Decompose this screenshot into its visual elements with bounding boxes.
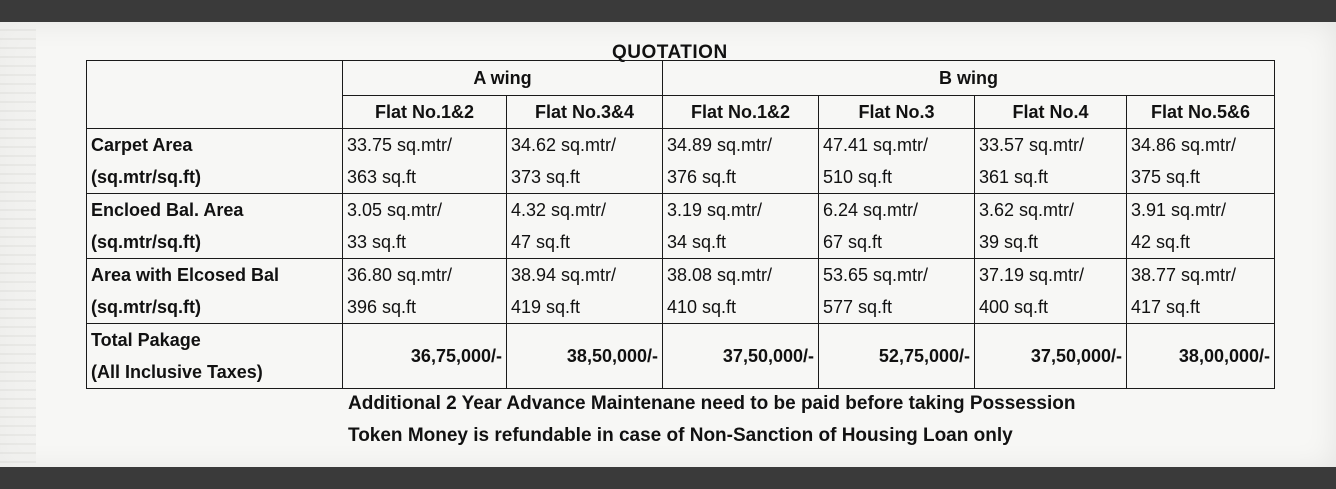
flat-header: Flat No.1&2 [343, 96, 507, 129]
table-row-carpet-area [87, 129, 1275, 194]
price-cell: 52,75,000/- [819, 324, 975, 389]
price-cell: 38,00,000/- [1127, 324, 1275, 389]
area-cell: 47.41 sq.mtr/ 510 sq.ft [819, 129, 975, 194]
area-cell: 33.75 sq.mtr/ 363 sq.ft [343, 129, 507, 194]
flat-header: Flat No.1&2 [663, 96, 819, 129]
flat-header: Flat No.3 [819, 96, 975, 129]
price-cell: 38,50,000/- [507, 324, 663, 389]
area-cell: 34.89 sq.mtr/ 376 sq.ft [663, 129, 819, 194]
area-cell: 37.19 sq.mtr/ 400 sq.ft [975, 259, 1127, 324]
area-cell: 3.05 sq.mtr/ 33 sq.ft [343, 194, 507, 259]
table-row-enclosed-balcony [87, 194, 1275, 259]
corner-cell [87, 61, 343, 129]
area-cell: 3.91 sq.mtr/ 42 sq.ft [1127, 194, 1275, 259]
price-cell: 37,50,000/- [663, 324, 819, 389]
area-cell: 3.19 sq.mtr/ 34 sq.ft [663, 194, 819, 259]
area-cell: 38.08 sq.mtr/ 410 sq.ft [663, 259, 819, 324]
area-cell: 34.86 sq.mtr/ 375 sq.ft [1127, 129, 1275, 194]
scan-background [0, 467, 1336, 489]
area-cell: 34.62 sq.mtr/ 373 sq.ft [507, 129, 663, 194]
notes [348, 388, 1075, 452]
scan-edge [0, 22, 36, 470]
table-row-area-with-balcony [87, 259, 1275, 324]
quotation-table [86, 60, 1275, 389]
area-cell: 38.77 sq.mtr/ 417 sq.ft [1127, 259, 1275, 324]
quotation-title: QUOTATION [612, 42, 728, 63]
row-label: Area with Elcosed Bal (sq.mtr/sq.ft) [87, 259, 343, 324]
flat-header: Flat No.5&6 [1127, 96, 1275, 129]
area-cell: 33.57 sq.mtr/ 361 sq.ft [975, 129, 1127, 194]
area-cell: 38.94 sq.mtr/ 419 sq.ft [507, 259, 663, 324]
row-label: Total Pakage (All Inclusive Taxes) [87, 324, 343, 389]
wing-a-header: A wing [343, 61, 663, 96]
area-cell: 3.62 sq.mtr/ 39 sq.ft [975, 194, 1127, 259]
area-cell: 36.80 sq.mtr/ 396 sq.ft [343, 259, 507, 324]
note-token-money: Token Money is refundable in case of Non-Sanction of Housing Loan only [348, 425, 1013, 446]
price-cell: 37,50,000/- [975, 324, 1127, 389]
area-cell: 53.65 sq.mtr/ 577 sq.ft [819, 259, 975, 324]
row-label: Carpet Area (sq.mtr/sq.ft) [87, 129, 343, 194]
area-cell: 4.32 sq.mtr/ 47 sq.ft [507, 194, 663, 259]
wing-b-header: B wing [663, 61, 1275, 96]
price-cell: 36,75,000/- [343, 324, 507, 389]
wing-header-row [87, 61, 1275, 96]
note-maintenance: Additional 2 Year Advance Maintenane need to be paid before taking Possession [348, 393, 1076, 414]
flat-header: Flat No.3&4 [507, 96, 663, 129]
flat-header: Flat No.4 [975, 96, 1127, 129]
document-page [0, 22, 1336, 470]
row-label: Encloed Bal. Area (sq.mtr/sq.ft) [87, 194, 343, 259]
area-cell: 6.24 sq.mtr/ 67 sq.ft [819, 194, 975, 259]
table-row-total-package [87, 324, 1275, 389]
